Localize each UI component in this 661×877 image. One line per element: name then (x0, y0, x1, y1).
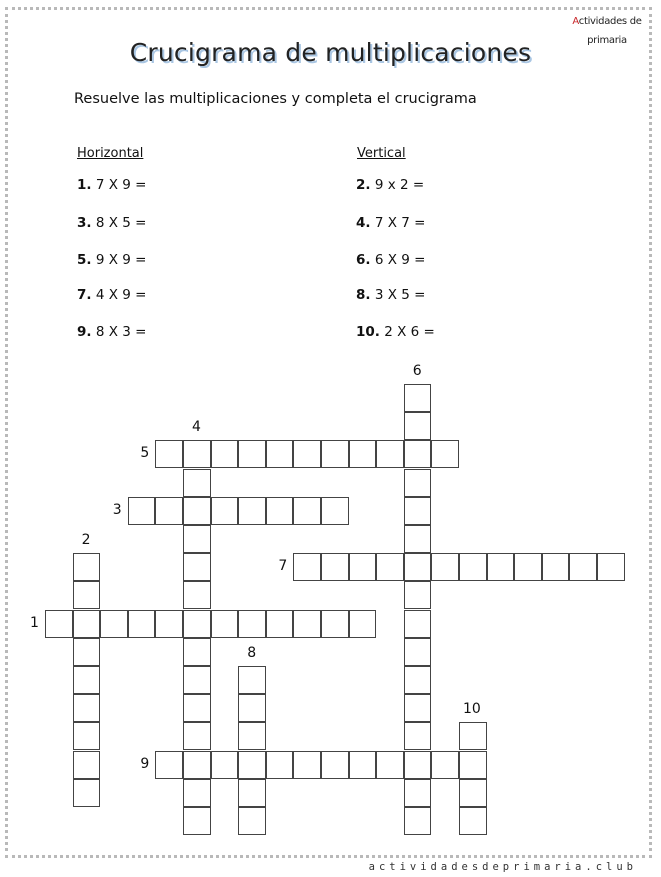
crossword-cell[interactable] (431, 553, 459, 581)
crossword-cell[interactable] (155, 440, 183, 468)
crossword-cell[interactable] (459, 553, 487, 581)
crossword-cell[interactable] (183, 469, 211, 497)
word-number-label: 10 (463, 701, 481, 718)
clue-horizontal-4 (77, 324, 146, 340)
crossword-cell[interactable] (183, 525, 211, 553)
crossword-cell[interactable] (431, 440, 459, 468)
crossword-cell[interactable] (404, 469, 432, 497)
clue-number: 8. (356, 287, 371, 303)
crossword-cell[interactable] (459, 779, 487, 807)
crossword-cell[interactable] (183, 751, 211, 779)
crossword-cell[interactable] (73, 694, 101, 722)
crossword-cell[interactable] (404, 525, 432, 553)
crossword-cell[interactable] (238, 497, 266, 525)
clue-horizontal-1 (77, 215, 146, 231)
crossword-cell[interactable] (73, 666, 101, 694)
crossword-cell[interactable] (349, 751, 377, 779)
page-title: Crucigrama de multiplicaciones (129, 38, 532, 67)
crossword-cell[interactable] (293, 610, 321, 638)
clue-text: 3 X 5 = (374, 287, 426, 303)
clue-horizontal-3 (77, 287, 146, 303)
crossword-cell[interactable] (183, 722, 211, 750)
crossword-cell[interactable] (238, 694, 266, 722)
word-number-label: 6 (412, 363, 422, 379)
horizontal-heading: Horizontal (77, 146, 144, 161)
crossword-cell[interactable] (238, 807, 266, 835)
crossword-cell[interactable] (376, 440, 404, 468)
clue-text: 2 X 6 = (384, 324, 435, 340)
crossword-cell[interactable] (73, 722, 101, 750)
clue-number: 4. (356, 215, 371, 231)
word-number-label: 9 (140, 755, 150, 772)
crossword-cell[interactable] (404, 384, 432, 412)
vertical-heading: Vertical (357, 146, 406, 161)
clue-text: 8 X 5 = (95, 215, 147, 231)
crossword-cell[interactable] (349, 440, 377, 468)
crossword-cell[interactable] (459, 722, 487, 750)
crossword-cell[interactable] (183, 610, 211, 638)
clue-text: 9 x 2 = (374, 177, 425, 193)
clue-number: 5. (77, 252, 92, 268)
word-number-label: 8 (247, 645, 257, 661)
brand-accent-letter: A (572, 16, 579, 27)
crossword-cell[interactable] (376, 751, 404, 779)
crossword-cell[interactable] (183, 779, 211, 807)
crossword-cell[interactable] (183, 581, 211, 609)
crossword-cell[interactable] (321, 553, 349, 581)
crossword-cell[interactable] (73, 779, 101, 807)
crossword-cell[interactable] (404, 807, 432, 835)
crossword-cell[interactable] (155, 610, 183, 638)
crossword-cell[interactable] (293, 553, 321, 581)
crossword-cell[interactable] (404, 610, 432, 638)
crossword-cell[interactable] (404, 581, 432, 609)
crossword-cell[interactable] (238, 440, 266, 468)
crossword-cell[interactable] (211, 610, 239, 638)
crossword-cell[interactable] (404, 779, 432, 807)
clue-text: 6 X 9 = (374, 252, 426, 268)
clue-vertical-0 (356, 177, 424, 193)
clue-number: 1. (77, 177, 92, 193)
clue-text: 7 X 9 = (95, 177, 147, 193)
crossword-cell[interactable] (349, 610, 377, 638)
crossword-cell[interactable] (266, 440, 294, 468)
crossword-cell[interactable] (569, 553, 597, 581)
clue-text: 9 X 9 = (95, 252, 147, 268)
crossword-cell[interactable] (404, 497, 432, 525)
clue-text: 4 X 9 = (95, 287, 147, 303)
footer-website: actividadesdeprimaria.club (368, 861, 637, 873)
clue-vertical-2 (356, 252, 425, 268)
crossword-cell[interactable] (183, 638, 211, 666)
crossword-cell[interactable] (321, 440, 349, 468)
crossword-cell[interactable] (293, 497, 321, 525)
crossword-cell[interactable] (183, 666, 211, 694)
crossword-cell[interactable] (293, 751, 321, 779)
word-number-label: 5 (140, 445, 150, 462)
crossword-cell[interactable] (128, 497, 156, 525)
clue-vertical-3 (356, 287, 425, 303)
instructions: Resuelve las multiplicaciones y completa el crucigrama (74, 91, 477, 107)
crossword-cell[interactable] (597, 553, 625, 581)
crossword-cell[interactable] (100, 610, 128, 638)
crossword-cell[interactable] (238, 666, 266, 694)
crossword-cell[interactable] (73, 581, 101, 609)
crossword-cell[interactable] (266, 610, 294, 638)
crossword-cell[interactable] (238, 610, 266, 638)
page-border (5, 7, 652, 858)
crossword-cell[interactable] (211, 751, 239, 779)
brand-line2: primaria (587, 35, 627, 46)
crossword-cell[interactable] (238, 751, 266, 779)
crossword-cell[interactable] (404, 553, 432, 581)
crossword-cell[interactable] (73, 638, 101, 666)
crossword-cell[interactable] (128, 610, 156, 638)
word-number-label: 4 (192, 419, 201, 436)
word-number-label: 1 (30, 614, 39, 631)
crossword-cell[interactable] (487, 553, 515, 581)
clue-number: 7. (77, 287, 92, 303)
brand-line1: ctividades de (578, 16, 642, 27)
crossword-cell[interactable] (293, 440, 321, 468)
crossword-cell[interactable] (514, 553, 542, 581)
crossword-cell[interactable] (459, 751, 487, 779)
crossword-cell[interactable] (376, 553, 404, 581)
crossword-cell[interactable] (238, 779, 266, 807)
crossword-cell[interactable] (266, 497, 294, 525)
word-number-label: 3 (112, 501, 122, 518)
crossword-cell[interactable] (73, 610, 101, 638)
crossword-cell[interactable] (321, 610, 349, 638)
crossword-cell[interactable] (404, 722, 432, 750)
crossword-cell[interactable] (155, 751, 183, 779)
clue-number: 3. (77, 215, 92, 231)
crossword-cell[interactable] (321, 497, 349, 525)
crossword-cell[interactable] (266, 751, 294, 779)
crossword-cell[interactable] (404, 751, 432, 779)
crossword-cell[interactable] (404, 412, 432, 440)
word-number-label: 2 (81, 532, 91, 549)
clue-horizontal-0 (77, 177, 146, 193)
clue-vertical-4 (356, 324, 435, 340)
clue-number: 2. (356, 177, 371, 193)
crossword-cell[interactable] (211, 497, 239, 525)
crossword-cell[interactable] (211, 440, 239, 468)
crossword-cell[interactable] (73, 751, 101, 779)
crossword-cell[interactable] (349, 553, 377, 581)
crossword-cell[interactable] (321, 751, 349, 779)
crossword-cell[interactable] (404, 440, 432, 468)
word-number-label: 7 (278, 558, 288, 575)
crossword-cell[interactable] (183, 497, 211, 525)
clue-number: 9. (77, 324, 92, 340)
crossword-cell[interactable] (404, 666, 432, 694)
clue-text: 7 X 7 = (374, 215, 426, 231)
clue-number: 10. (356, 324, 380, 340)
crossword-cell[interactable] (459, 807, 487, 835)
crossword-cell[interactable] (45, 610, 73, 638)
crossword-cell[interactable] (183, 440, 211, 468)
clue-text: 8 X 3 = (95, 324, 147, 340)
crossword-cell[interactable] (431, 751, 459, 779)
crossword-cell[interactable] (404, 638, 432, 666)
crossword-cell[interactable] (183, 553, 211, 581)
crossword-cell[interactable] (404, 694, 432, 722)
clue-vertical-1 (356, 215, 425, 231)
crossword-cell[interactable] (183, 807, 211, 835)
crossword-cell[interactable] (155, 497, 183, 525)
crossword-cell[interactable] (183, 694, 211, 722)
crossword-cell[interactable] (542, 553, 570, 581)
clue-number: 6. (356, 252, 371, 268)
crossword-cell[interactable] (238, 722, 266, 750)
clue-horizontal-2 (77, 252, 146, 268)
crossword-cell[interactable] (73, 553, 101, 581)
